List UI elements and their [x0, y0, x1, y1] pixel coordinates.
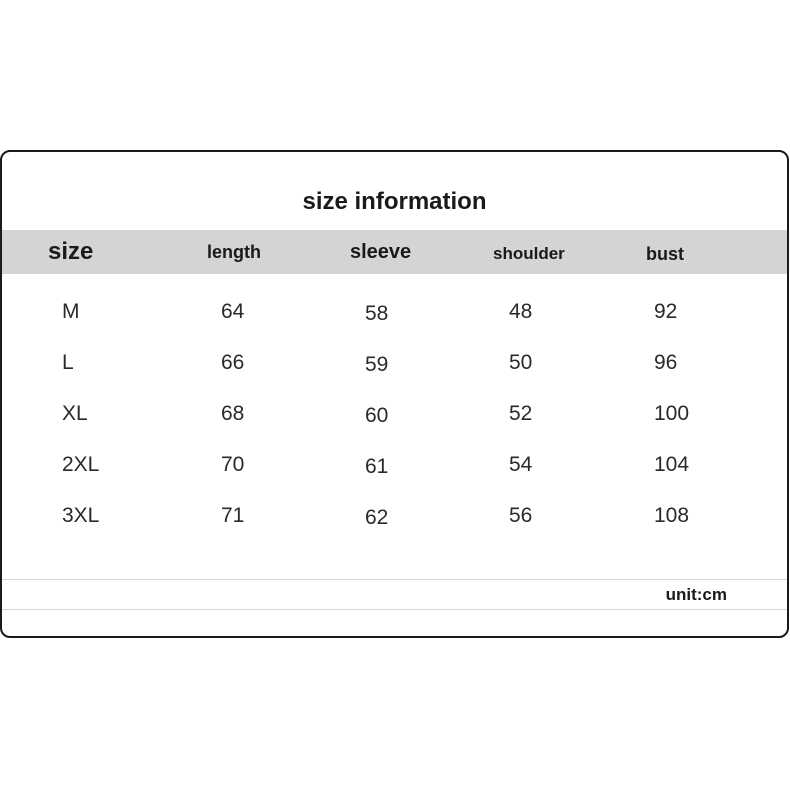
cell-sleeve: 61: [365, 455, 389, 478]
cell-bust: 96: [654, 351, 678, 374]
cell-sleeve: 60: [365, 404, 389, 427]
cell-length: 70: [221, 453, 245, 476]
header-sleeve: sleeve: [350, 241, 412, 263]
cell-length: 68: [221, 402, 245, 425]
table-row: [2, 300, 787, 351]
cell-sleeve: 58: [365, 302, 389, 325]
header-size: size: [48, 238, 94, 265]
table-row: [2, 351, 787, 402]
table-row: [2, 402, 787, 453]
cell-length: 71: [221, 504, 245, 527]
cell-shoulder: 52: [509, 402, 533, 425]
cell-shoulder: 50: [509, 351, 533, 374]
cell-size: M: [62, 300, 80, 323]
table-row: [2, 504, 787, 555]
cell-size: 3XL: [62, 504, 100, 527]
cell-bust: 108: [654, 504, 690, 527]
cell-sleeve: 62: [365, 506, 389, 529]
unit-footer: [2, 579, 787, 610]
cell-length: 64: [221, 300, 245, 323]
cell-size: XL: [62, 402, 88, 425]
unit-label: unit:cm: [665, 585, 727, 604]
header-length: length: [207, 242, 261, 262]
cell-length: 66: [221, 351, 245, 374]
cell-shoulder: 48: [509, 300, 533, 323]
table-body: [2, 300, 787, 555]
table-header: [2, 230, 787, 274]
cell-bust: 100: [654, 402, 690, 425]
cell-bust: 104: [654, 453, 690, 476]
size-chart-card: [0, 150, 789, 638]
cell-size: 2XL: [62, 453, 100, 476]
cell-shoulder: 54: [509, 453, 533, 476]
table-row: [2, 453, 787, 504]
header-bust: bust: [646, 244, 684, 264]
cell-size: L: [62, 351, 74, 374]
cell-sleeve: 59: [365, 353, 389, 376]
cell-shoulder: 56: [509, 504, 533, 527]
chart-title: size information: [302, 188, 487, 215]
header-shoulder: shoulder: [493, 244, 565, 263]
cell-bust: 92: [654, 300, 678, 323]
